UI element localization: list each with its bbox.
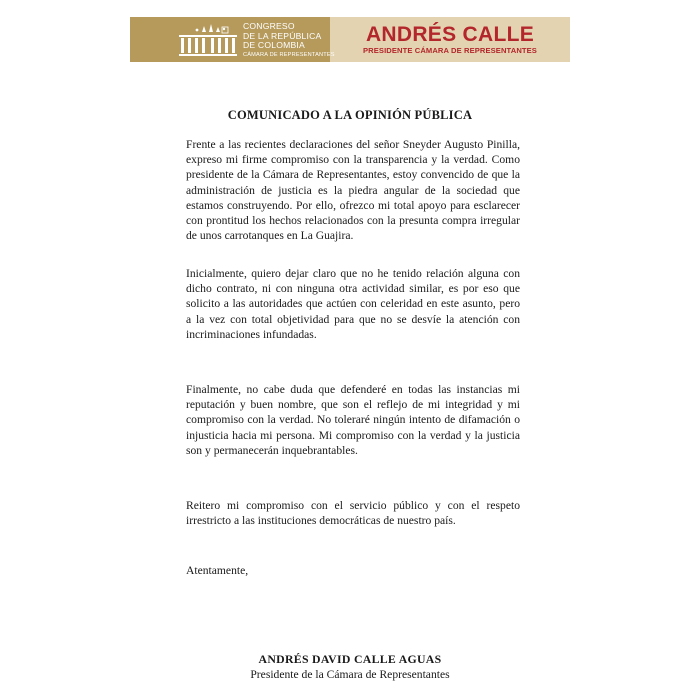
president-name: ANDRÉS CALLE bbox=[365, 23, 535, 46]
institution-line: CONGRESO bbox=[243, 21, 295, 31]
congress-logo-block bbox=[130, 17, 335, 62]
institution-line: DE LA REPÚBLICA bbox=[243, 30, 322, 41]
body-paragraph: Frente a las recientes declaraciones del señor Sneyder Augusto Pinilla, expreso mi firme compromiso con la transparencia y la verdad. Como presidente de la Cámara de Representantes, estoy convencido de que la administración de justicia es la piedra angular de la sociedad que estamos construyendo. Por ello, ofrezco mi total apoyo para esclarecer con prontitud los hechos relacionados con la presunta compra irregular de unos carrotanques en La Guajira. bbox=[186, 138, 520, 243]
body-paragraph: Reitero mi compromiso con el servicio público y con el respeto irrestricto a las instituciones democráticas de nuestro país. bbox=[186, 499, 520, 528]
president-name-block bbox=[330, 17, 570, 62]
document-title: COMUNICADO A LA OPINIÓN PÚBLICA bbox=[227, 108, 473, 122]
body-paragraph: Finalmente, no cabe duda que defenderé en todas las instancias mi reputación y buen nombre, que son el reflejo de mi integridad y mi compromiso con la verdad. No toleraré ningún intento de difamación o injusticia hacia mi persona. Mi compromiso con la verdad y la justicia son y permanecerán inquebrantables. bbox=[186, 383, 520, 457]
closing-salutation: Atentamente, bbox=[186, 564, 249, 577]
signature-name: ANDRÉS DAVID CALLE AGUAS bbox=[258, 652, 442, 666]
capitol-building-icon bbox=[178, 23, 238, 59]
president-subtitle: PRESIDENTE CÁMARA DE REPRESENTANTES bbox=[363, 46, 537, 55]
signature-block bbox=[0, 652, 700, 682]
institution-line: DE COLOMBIA bbox=[243, 40, 305, 50]
institution-text bbox=[243, 22, 335, 59]
institution-subline: CÁMARA DE REPRESENTANTES bbox=[243, 51, 335, 58]
signature-title: Presidente de la Cámara de Representantes bbox=[250, 668, 450, 681]
letterhead-banner bbox=[130, 17, 570, 62]
body-paragraph: Inicialmente, quiero dejar claro que no he tenido relación alguna con dicho contrato, ni con ninguna otra actividad similar, es por eso que solicito a las autoridades que actúen con celeridad en este asunto, pero a la vez con total objetividad para que no se desvíe la atención con incriminaciones infundadas. bbox=[186, 267, 520, 341]
